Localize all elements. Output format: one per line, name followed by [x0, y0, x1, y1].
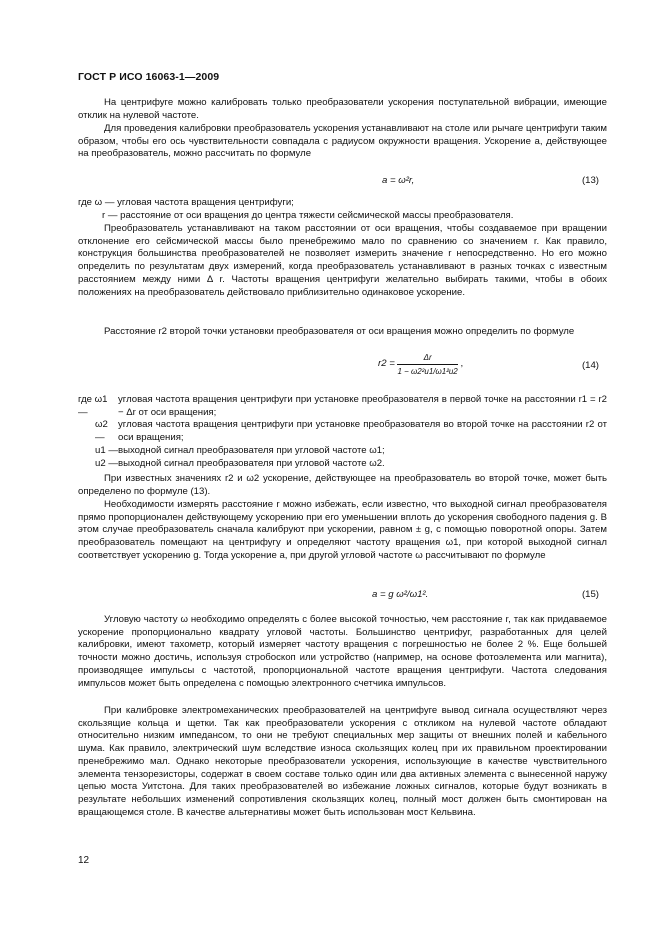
definition-u2	[78, 458, 607, 471]
page-header: ГОСТ Р ИСО 16063-1—2009	[78, 71, 220, 83]
definition-symbol: ω2 —	[95, 419, 108, 444]
paragraph-2-text: Для проведения калибровки преобразователь ускорения устанавливают на столе или рычаге центрифуги таким образом, чтобы его ось чувствительности совпадала с радиусом окружности вращения. Ускорение a, действующее на преобразователь, можно рассчитать по формуле	[78, 123, 607, 160]
formula-14-lhs: r2 =	[378, 358, 395, 370]
formula-13	[78, 175, 607, 191]
formula-14-tail: ,	[460, 358, 464, 370]
paragraph-7-text: Угловую частоту ω необходимо определять с более высокой точностью, чем расстояние r, так как придаваемое ускорение пропорционально квадрату угловой частоты. Большинство центрифуг, разработанных для целей калибровки, имеют тахометр, который измеряет частоту вращения с погрешностью не более 2 %. Еще большей точности можно достичь, используя стробоскоп или устройство (например, на основе фотоэлемента или магнита), производящее импульсы с частотой, пропорциональной частоте вращения центрифуги. Частота следования импульсов может быть определена с помощью электронного счетчика импульсов.	[78, 614, 607, 689]
formula-14	[78, 352, 607, 384]
paragraph-8-text: При калибровке электромеханических преобразователей на центрифуге вывод сигнала осуществляют через скользящие кольца и щетки. Так как преобразователи ускорения с откликом на нулевой частоте обладают относительно низким импедансом, то они не требуют специальных мер защиты от внешних полей и кабельного шума. Как правило, электрический шум вследствие износа скользящих колец при их правильном проектировании пренебрежимо мал. Однако некоторые преобразователи ускорения, использующие в качестве чувствительного элемента тензорезисторы, содержат в своем составе только один или два активных элемента с вынесенной наружу цепью моста Уитстона. Для таких преобразователей во избежание ложных сигналов, которые будут возникать в результате небольших изменений сопротивления скользящих колец, полный мост должен быть смонтирован на вращающемся столе. В качестве альтернативы может быть использован мост Кельвина.	[78, 705, 607, 818]
formula-15	[78, 589, 607, 605]
definition-omega2	[78, 419, 607, 444]
definition-symbol: где ω1 —	[78, 394, 108, 418]
definition-text: выходной сигнал преобразователя при угловой частоте ω1;	[118, 444, 385, 456]
definition-r: r — расстояние от оси вращения до центра тяжести сейсмической массы преобразователя.	[102, 209, 514, 221]
formula-14-fraction	[397, 352, 457, 377]
paragraph-3	[78, 223, 607, 299]
formula-14-number: (14)	[581, 360, 599, 371]
formula-15-expression: a = g ω²/ω1².	[372, 589, 429, 600]
page-number: 12	[78, 855, 90, 866]
formula-13-definitions	[78, 197, 607, 222]
formula-14-expression	[378, 352, 463, 377]
formula-14-denominator: 1 − ω2²u1/ω1²u2	[397, 367, 458, 376]
paragraph-8	[78, 705, 607, 819]
paragraph-1-text: На центрифуге можно калибровать только преобразователи ускорения поступательной вибрации, имеющие отклик на нулевой частоте.	[78, 97, 607, 121]
definition-text: угловая частота вращения центрифуги при установке преобразователя во второй точке на расстоянии r2 от оси вращения;	[118, 419, 607, 444]
paragraph-7	[78, 614, 607, 690]
paragraph-5	[78, 473, 607, 498]
definition-text: выходной сигнал преобразователя при угловой частоте ω2.	[118, 457, 385, 469]
formula-13-expression: a = ω²r,	[382, 175, 415, 186]
paragraph-2	[78, 123, 607, 161]
paragraph-6-text: Необходимости измерять расстояние r можно избежать, если известно, что выходной сигнал преобразователя прямо пропорционален действующему ускорению при его уменьшении вплоть до ускорения свободного падения g. В этом случае преобразователь сначала калибруют при ускорении, равном ± g, с помощью поворотной опоры. Затем преобразователь помещают на центрифугу и определяют частоту вращения ω1, при которой выходной сигнал соответствует ускорению g. Тогда ускорение a, при другой угловой частоте ω рассчитывают по формуле	[78, 499, 607, 561]
definition-omega1	[78, 394, 607, 419]
definition-text: угловая частота вращения центрифуги при установке преобразователя в первой точке на расстоянии r1 = r2 − Δr от оси вращения;	[118, 394, 607, 418]
definition-u1	[78, 445, 607, 458]
paragraph-3-text: Преобразователь устанавливают на таком расстоянии от оси вращения, чтобы создаваемое при вращении отклонение его сейсмической массы было пренебрежимо мало по сравнению со значением r. Как правило, конструкция большинства преобразователей не позволяет измерить значение r непосредственно. Но его можно определить по результатам двух измерений, когда преобразователь устанавливают в разных точках с известным расстоянием между ними Δ r. Частоты вращения центрифуги желательно выбирать такими, чтобы в обоих положениях на преобразователь действовало приблизительно одинаковое ускорение.	[78, 223, 607, 298]
formula-14-numerator: Δr	[397, 352, 457, 365]
paragraph-5-text: При известных значениях r2 и ω2 ускорение, действующее на преобразователь во второй точке, может быть определено по формуле (13).	[78, 473, 607, 497]
paragraph-4-text: Расстояние r2 второй точки установки преобразователя от оси вращения можно определить по формуле	[104, 326, 575, 337]
formula-15-number: (15)	[581, 589, 599, 600]
definition-omega: где ω — угловая частота вращения центрифуги;	[78, 197, 294, 208]
paragraph-4	[78, 326, 607, 339]
paragraph-6	[78, 499, 607, 563]
formula-13-number: (13)	[581, 175, 599, 186]
definition-symbol: u1 —	[95, 444, 118, 456]
definition-symbol: u2 —	[95, 457, 118, 469]
formula-14-definitions	[78, 394, 607, 470]
paragraph-1	[78, 97, 607, 122]
